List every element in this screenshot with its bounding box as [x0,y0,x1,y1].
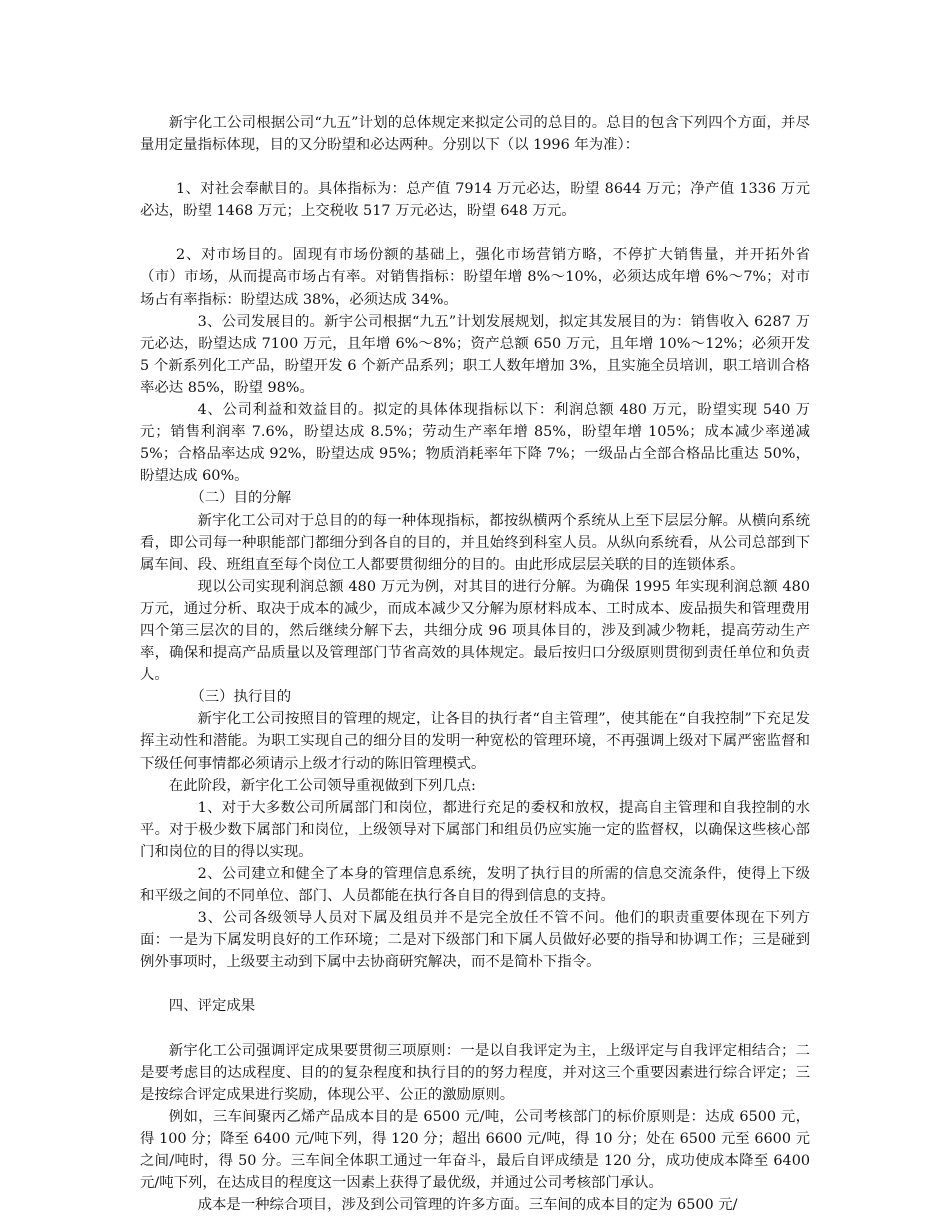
evaluation-paragraph-1: 新宇化工公司强调评定成果要贯彻三项原则：一是以自我评定为主，上级评定与自我评定相结合；二是要考虑目的达成程度、目的的复杂程度和执行目的的努力程度，并对这三个重要因素进行综合评定；三是按综合评定成果进行奖励，体现公平、公正的激励原则。 [140,1042,810,1103]
execution-point-3: 3、公司各级领导人员对下属及组员并不是完全放任不管不问。他们的职责重要体现在下列方面：一是为下属发明良好的工作环境；二是对下级部门和下属人员做好必要的指导和协调工作；三是碰到例外事项时，上级要主动到下属中去协商研究解决，而不是简朴下指令。 [140,910,810,971]
section-heading-evaluation: 四、评定成果 [168,998,256,1015]
execution-paragraph-1: 新宇化工公司按照目的管理的规定，让各目的执行者“自主管理”，使其能在“自我控制”下充足发挥主动性和潜能。为职工实现自己的细分目的发明一种宽松的管理环境，不再强调上级对下属严密监督和下级任何事情都必须请示上级才行动的陈旧管理模式。 [140,711,810,772]
goal-market-paragraph: 2、对市场目的。固现有市场份额的基础上，强化市场营销方略，不停扩大销售量，并开拓外省（市）市场，从而提高市场占有率。对销售指标：盼望年增 8%～10%，必须达成年增 6%～7%；对市场占有率指标：盼望达成 38%，必须达成 34%。 [140,247,810,308]
decomposition-paragraph-2: 现以公司实现利润总额 480 万元为例，对其目的进行分解。为确保 1995 年实现利润总额 480 万元，通过分析、取决于成本的减少，而成本减少又分解为原材料成本、工时成本、废品损失和管理费用四个第三层次的目的，然后继续分解下去，共细分成 96 项具体目的，涉及到减少物耗，提高劳动生产率，确保和提高产品质量以及管理部门节省高效的具体规定。最后按归口分级原则贯彻到责任单位和负责人。 [140,578,810,684]
section-heading-decomposition: （二）目的分解 [190,490,292,507]
evaluation-paragraph-2: 例如，三车间聚丙乙烯产品成本目的是 6500 元/吨，公司考核部门的标价原则是：达成 6500 元，得 100 分；降至 6400 元/吨下列，得 120 分；超出 6600 元/吨，得 10 分；处在 6500 元至 6600 元之间/吨时，得 50 分。三车间全体职工通过一年奋斗，最后自评成绩是 120 分，成功使成本降至 6400 元/吨下列，在达成目的程度这一因素上获得了最优级，并通过公司考核部门承认。 [140,1108,810,1192]
execution-point-2: 2、公司建立和健全了本身的管理信息系统，发明了执行目的所需的信息交流条件，使得上下级和平级之间的不同单位、部门、人员都能在执行各自目的得到信息的支持。 [140,866,810,905]
document-page [140,112,810,1216]
section-heading-execution: （三）执行目的 [190,689,292,706]
intro-paragraph: 新宇化工公司根据公司“九五”计划的总体规定来拟定公司的总目的。总目的包含下列四个方面，并尽量用定量指标体现，目的又分盼望和必达两种。分别以下（以 1996 年为准）： [140,115,810,154]
goal-profit-paragraph: 4、公司利益和效益目的。拟定的具体体现指标以下：利润总额 480 万元，盼望实现 540 万元；销售利润率 7.6%，盼望达成 8.5%；劳动生产率年增 85%，盼望年增 105%；成本减少率递减 5%；合格品率达成 92%，盼望达成 95%；物质消耗率年下降 7%；一级品占全部合格品比重达 50%，盼望达成 60%。 [140,402,810,485]
execution-paragraph-2: 在此阶段，新宇化工公司领导重视做到下列几点: [168,777,476,794]
goal-development-paragraph: 3、公司发展目的。新宇公司根据“九五”计划发展规划，拟定其发展目的为：销售收入 6287 万元必达，盼望达成 7100 万元，且年增 6%～8%；资产总额 650 万元，且年增 10%～12%；必须开发 5 个新系列化工产品，盼望开发 6 个新产品系列；职工人数年增加 3%，且实施全员培训，职工培训合格率必达 85%，盼望 98%。 [140,313,810,396]
evaluation-paragraph-3: 成本是一种综合项目，涉及到公司管理的许多方面。三车间的成本目的定为 6500 元/ [197,1197,738,1214]
decomposition-paragraph-1: 新宇化工公司对于总目的的每一种体现指标，都按纵横两个系统从上至下层层分解。从横向系统看，即公司每一种职能部门都细分到各自的目的，并且始终到科室人员。从纵向系统看，从公司总部到下属车间、段、班组直至每个岗位工人都要贯彻细分的目的。由此形成层层关联的目的连锁体系。 [140,512,810,573]
execution-point-1: 1、对于大多数公司所属部门和岗位，都进行充足的委权和放权，提高自主管理和自我控制的水平。对于极少数下属部门和岗位，上级领导对下属部门和组员仍应实施一定的监督权，以确保这些核心部门和岗位的目的得以实现。 [140,799,810,860]
goal-social-paragraph: 1、对社会奉献目的。具体指标为：总产值 7914 万元必达，盼望 8644 万元；净产值 1336 万元必达，盼望 1468 万元；上交税收 517 万元必达，盼望 648 万元。 [140,181,810,220]
